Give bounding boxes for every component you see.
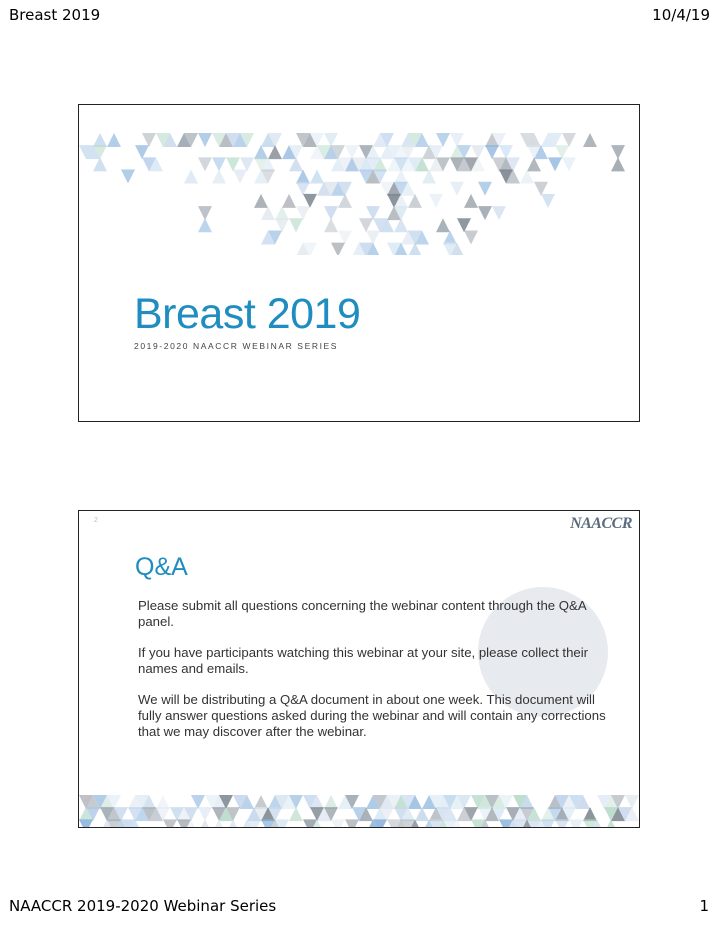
pattern-triangle: [296, 182, 310, 196]
pattern-triangle: [268, 145, 282, 159]
pattern-triangle: [415, 807, 429, 821]
pattern-triangle: [212, 157, 226, 171]
page-footer-series: NAACCR 2019-2020 Webinar Series: [9, 897, 277, 915]
pattern-triangle: [345, 145, 359, 159]
pattern-triangle: [436, 218, 450, 232]
page-header-date: 10/4/19: [652, 6, 710, 24]
pattern-triangle: [338, 194, 352, 208]
slide-2: [78, 510, 640, 828]
page-number: 1: [699, 897, 709, 915]
pattern-triangle: [324, 218, 338, 232]
pattern-triangle: [464, 194, 478, 208]
paragraph: If you have participants watching this webinar at your site, please collect their names and emails.: [138, 645, 589, 676]
pattern-triangle: [254, 194, 268, 208]
pattern-triangle: [198, 206, 212, 220]
pattern-triangle: [457, 218, 471, 232]
pattern-triangle: [198, 133, 212, 147]
pattern-triangle: [79, 819, 93, 827]
paragraph: Please submit all questions concerning the webinar content through the Q&A panel.: [138, 598, 586, 629]
pattern-triangle: [534, 182, 548, 196]
pattern-triangle: [429, 194, 443, 208]
pattern-triangle: [261, 206, 275, 220]
pattern-triangle: [324, 133, 338, 147]
pattern-triangle: [464, 230, 478, 244]
slide-1: [78, 104, 640, 422]
pattern-triangle: [198, 819, 212, 827]
pattern-triangle: [93, 133, 107, 147]
pattern-triangle: [562, 133, 576, 147]
pattern-triangle: [324, 795, 338, 809]
pattern-triangle: [289, 218, 303, 232]
pattern-triangle: [583, 133, 597, 147]
pattern-triangle: [191, 795, 205, 809]
pattern-triangle: [254, 795, 268, 809]
pattern-triangle: [338, 230, 352, 244]
pattern-triangle: [233, 170, 247, 184]
pattern-triangle: [366, 206, 380, 220]
slide-2-body: [138, 598, 608, 755]
pattern-triangle: [422, 170, 436, 184]
pattern-triangle: [254, 145, 268, 159]
pattern-triangle: [212, 170, 226, 184]
page-header-title: Breast 2019: [9, 6, 101, 24]
pattern-triangle: [478, 206, 492, 220]
paragraph: We will be distributing a Q&A document in about one week. This document will fully answer questions asked during the webinar and will contain any corrections that we may discover after the webinar.: [138, 692, 606, 739]
pattern-triangle: [240, 157, 254, 171]
decorative-pattern-top: [79, 105, 639, 255]
pattern-triangle: [282, 194, 296, 208]
slide-2-title: Q&A: [135, 553, 188, 581]
pattern-triangle: [93, 157, 107, 171]
pattern-triangle: [583, 807, 597, 821]
pattern-triangle: [450, 182, 464, 196]
pattern-triangle: [289, 157, 303, 171]
pattern-triangle: [436, 133, 450, 147]
pattern-triangle: [303, 194, 317, 208]
pattern-triangle: [226, 157, 240, 171]
pattern-triangle: [156, 795, 170, 809]
pattern-triangle: [485, 145, 499, 159]
pattern-triangle: [625, 795, 639, 809]
pattern-triangle: [569, 819, 583, 827]
pattern-triangle: [555, 145, 569, 159]
pattern-triangle: [541, 194, 555, 208]
pattern-triangle: [408, 243, 422, 255]
pattern-triangle: [562, 157, 576, 171]
pattern-triangle: [296, 206, 310, 220]
pattern-triangle: [331, 819, 345, 827]
pattern-triangle: [492, 206, 506, 220]
slide-1-title: Breast 2019: [134, 290, 361, 338]
pattern-triangle: [198, 218, 212, 232]
pattern-triangle: [394, 170, 408, 184]
pattern-triangle: [443, 230, 457, 244]
pattern-triangle: [107, 133, 121, 147]
pattern-triangle: [478, 182, 492, 196]
pattern-triangle: [611, 157, 625, 171]
pattern-triangle: [555, 819, 569, 827]
pattern-triangle: [198, 807, 212, 821]
slide-1-subtitle: 2019-2020 NAACCR WEBINAR SERIES: [134, 341, 339, 351]
pattern-triangle: [345, 819, 359, 827]
pattern-triangle: [499, 145, 513, 159]
pattern-triangle: [296, 170, 310, 184]
pattern-triangle: [310, 170, 324, 184]
pattern-triangle: [548, 157, 562, 171]
naaccr-logo: NAACCR: [570, 515, 632, 532]
pattern-triangle: [359, 218, 373, 232]
pattern-triangle: [366, 230, 380, 244]
decorative-pattern-bottom: [79, 791, 639, 827]
pattern-triangle: [471, 145, 485, 159]
pattern-triangle: [520, 170, 534, 184]
pattern-triangle: [163, 819, 177, 827]
pattern-triangle: [527, 157, 541, 171]
pattern-triangle: [394, 218, 408, 232]
pattern-triangle: [331, 243, 345, 255]
pattern-triangle: [275, 206, 289, 220]
pattern-triangle: [275, 218, 289, 232]
pattern-triangle: [450, 133, 464, 147]
slide-number: 2: [94, 517, 98, 524]
pattern-triangle: [408, 194, 422, 208]
pattern-triangle: [142, 133, 156, 147]
pattern-triangle: [324, 206, 338, 220]
pattern-triangle: [198, 157, 212, 171]
pattern-triangle: [135, 145, 149, 159]
pattern-triangle: [184, 170, 198, 184]
pattern-triangle: [611, 145, 625, 159]
pattern-triangle: [289, 807, 303, 821]
pattern-triangle: [121, 170, 135, 184]
